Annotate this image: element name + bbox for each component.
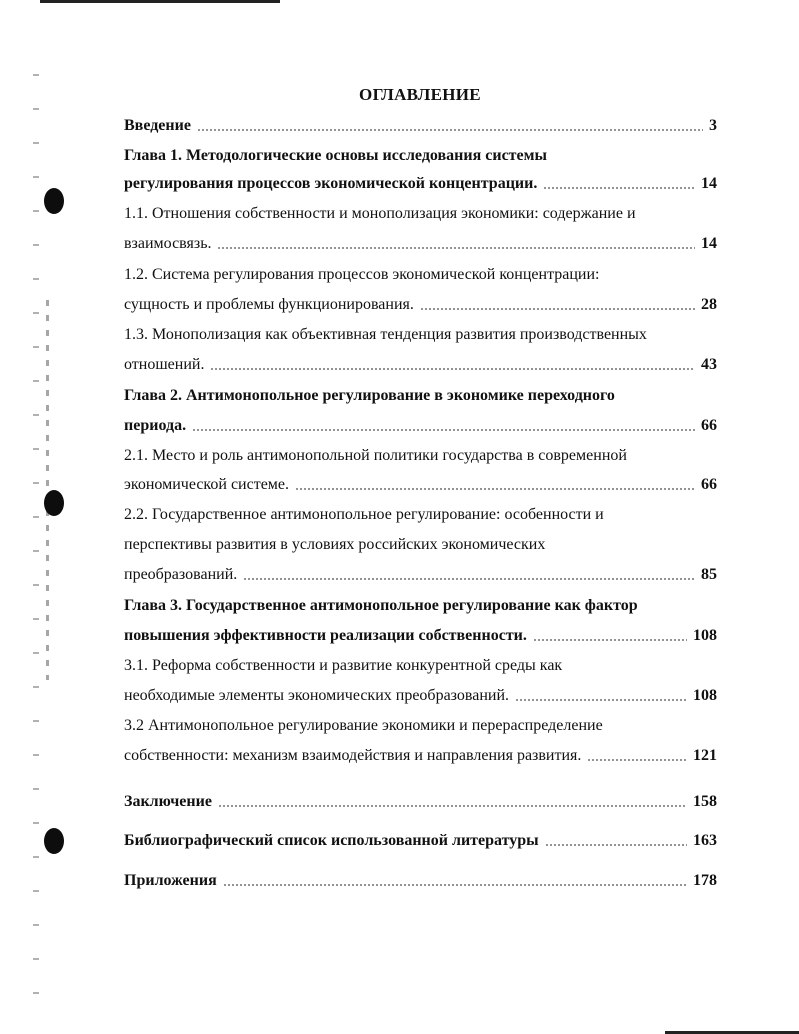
leader-dots [217,247,695,249]
toc-page-number: 121 [693,747,717,764]
toc-entry-section-3-2[interactable] [124,746,717,766]
leader-dots [223,884,687,886]
toc-page-number: 85 [701,566,717,583]
toc-entry-text: регулирования процессов экономической концентрации. [124,175,538,192]
toc-entry-text: Библиографический список использованной литературы [124,832,539,849]
toc-section-3-2-line1: 3.2 Антимонопольное регулирование экономики и перераспределение [124,717,603,734]
punch-hole-top [44,188,64,214]
toc-entry-text: отношений. [124,356,205,373]
toc-page-number: 158 [693,793,717,810]
leader-dots [545,844,687,846]
leader-dots [243,578,695,580]
toc-page-number: 163 [693,832,717,849]
toc-entry-chapter-3[interactable] [124,626,717,646]
punch-hole-bottom [44,828,64,854]
leader-dots [420,308,695,310]
toc-entry-text: преобразований. [124,566,238,583]
leader-dots [515,699,687,701]
leader-dots [587,759,687,761]
toc-entry-text: Заключение [124,793,212,810]
toc-entry-text: взаимосвязь. [124,235,212,252]
toc-entry-bibliography[interactable] [124,831,717,851]
page-title: ОГЛАВЛЕНИЕ [359,85,481,104]
toc-section-2-2-line2: перспективы развития в условиях российских экономических [124,536,546,553]
toc-entry-section-2-1[interactable] [124,475,717,495]
leader-dots [218,805,687,807]
toc-entry-text: Введение [124,117,191,134]
leader-dots [197,129,703,131]
toc-section-2-1-line1: 2.1. Место и роль антимонопольной политики государства в современной [124,447,627,464]
leader-dots [210,368,695,370]
toc-page-number: 66 [701,417,717,434]
leader-dots [295,488,695,490]
toc-entry-section-3-1[interactable] [124,686,717,706]
leader-dots [533,639,687,641]
toc-section-1-3-line1: 1.3. Монополизация как объективная тенденция развития производственных [124,326,647,343]
punch-hole-middle [44,490,64,516]
toc-entry-section-1-1[interactable] [124,234,717,254]
toc-chapter-3-line1: Глава 3. Государственное антимонопольное регулирование как фактор [124,597,638,614]
leader-dots [543,187,695,189]
toc-entry-text: необходимые элементы экономических преобразований. [124,687,510,704]
toc-page-number: 14 [701,175,717,192]
toc-section-2-2-line1: 2.2. Государственное антимонопольное регулирование: особенности и [124,506,604,523]
toc-entry-text: периода. [124,417,187,434]
toc-section-1-1-line1: 1.1. Отношения собственности и монополизация экономики: содержание и [124,205,636,222]
scan-edge-top [40,0,280,3]
toc-section-1-2-line1: 1.2. Система регулирования процессов экономической концентрации: [124,266,600,283]
toc-entry-section-2-2[interactable] [124,565,717,585]
toc-page-number: 28 [701,296,717,313]
toc-entry-text: сущность и проблемы функционирования. [124,296,414,313]
toc-entry-text: экономической системе. [124,476,290,493]
toc-page-number: 3 [709,117,717,134]
toc-section-3-1-line1: 3.1. Реформа собственности и развитие конкурентной среды как [124,657,563,674]
toc-page-number: 14 [701,235,717,252]
toc-chapter-1-line1: Глава 1. Методологические основы исследования системы [124,147,548,164]
toc-entry-appendices[interactable] [124,871,717,891]
toc-entry-section-1-3[interactable] [124,355,717,375]
toc-entry-conclusion[interactable] [124,792,717,812]
leader-dots [192,429,695,431]
toc-entry-text: собственности: механизм взаимодействия и направления развития. [124,747,582,764]
toc-entry-intro[interactable] [124,116,717,136]
scan-margin-noise-2 [46,300,49,680]
toc-page-number: 108 [693,687,717,704]
scan-margin-noise [33,60,39,1000]
toc-entry-text: Приложения [124,872,217,889]
toc-page-number: 43 [701,356,717,373]
toc-entry-text: повышения эффективности реализации собственности. [124,627,527,644]
toc-entry-section-1-2[interactable] [124,295,717,315]
toc-chapter-2-line1: Глава 2. Антимонопольное регулирование в экономике переходного [124,387,615,404]
toc-page-number: 66 [701,476,717,493]
toc-entry-chapter-2[interactable] [124,416,717,436]
toc-page-number: 108 [693,627,717,644]
toc-page-number: 178 [693,872,717,889]
toc-entry-chapter-1[interactable] [124,174,717,194]
